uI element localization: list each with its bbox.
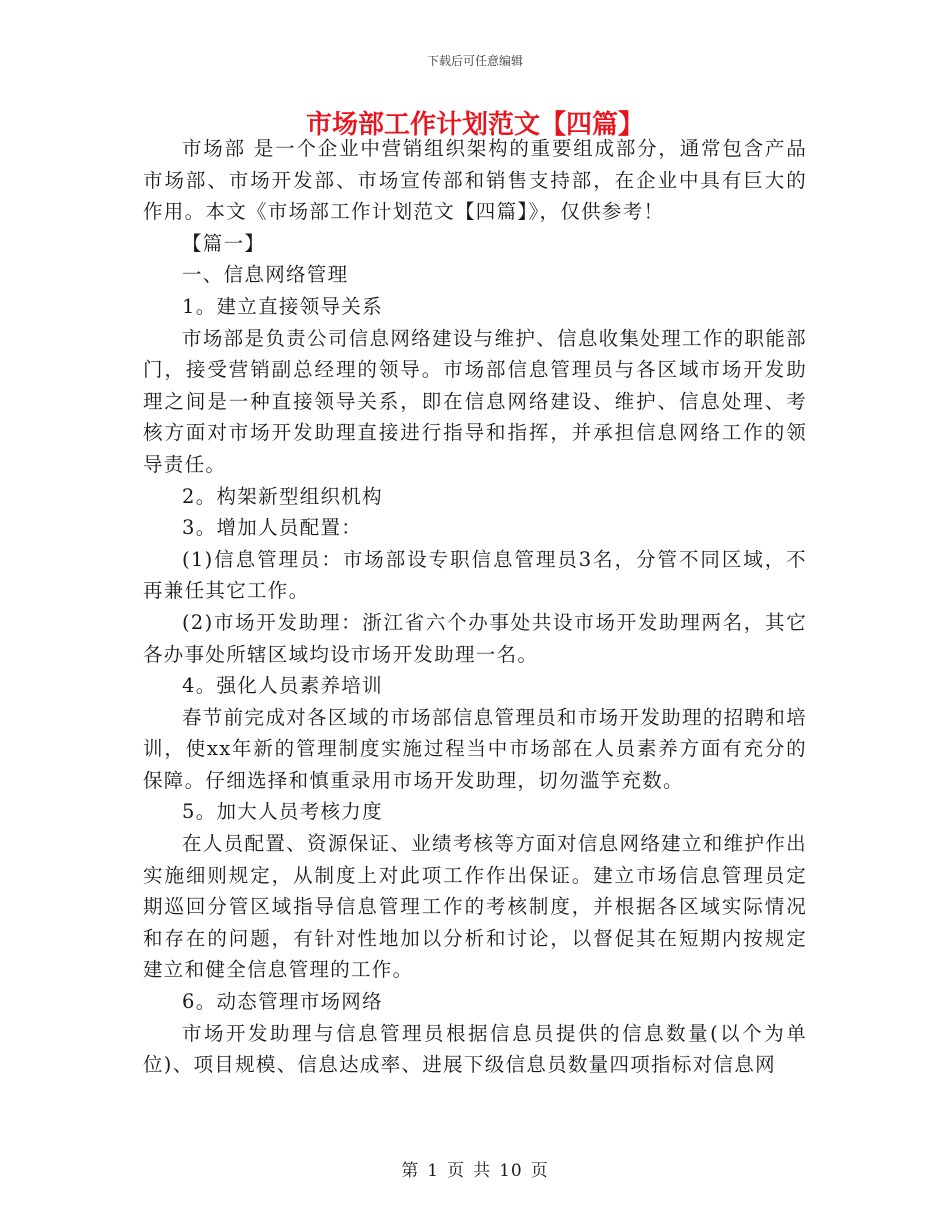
page-header: 下载后可任意编辑 xyxy=(426,54,523,68)
page-number: 1 xyxy=(427,1161,440,1181)
section-heading: 一、信息网络管理 xyxy=(182,263,349,287)
paragraph: 在人员配置、资源保证、业绩考核等方面对信息网络建立和维护作出实施细则规定，从制度上对此项工作作出保证。建立市场信息管理员定期巡回分管区域指导信息管理工作的考核制度，并根据各区域实际情况和存在的问题，有针对性地加以分析和讨论，以督促其在短期内按规定建立和健全信息管理的工作。 xyxy=(143,832,807,982)
paragraph: 市场开发助理与信息管理员根据信息员提供的信息数量(以个为单位)、项目规模、信息达成率、进展下级信息员数量四项指标对信息网 xyxy=(143,1021,807,1077)
item-heading: 2。构架新型组织机构 xyxy=(182,484,383,508)
item-heading: 4。强化人员素养培训 xyxy=(182,674,383,698)
item-heading: 6。动态管理市场网络 xyxy=(182,990,383,1014)
footer-prefix: 第 xyxy=(401,1161,420,1181)
item-heading: 1。建立直接领导关系 xyxy=(182,294,383,318)
footer-mid: 页 xyxy=(447,1161,466,1181)
footer-suffix: 页 xyxy=(530,1161,549,1181)
page-total: 10 xyxy=(499,1161,523,1181)
document-title: 市场部工作计划范文【四篇】 xyxy=(305,110,644,140)
item-heading: 3。增加人员配置： xyxy=(182,516,363,540)
paragraph: 市场部是负责公司信息网络建设与维护、信息收集处理工作的职能部门，接受营销副总经理的领导。市场部信息管理员与各区域市场开发助理之间是一种直接领导关系，即在信息网络建设、维护、信息处理、考核方面对市场开发助理直接进行指导和指挥，并承担信息网络工作的领导责任。 xyxy=(143,326,807,476)
paragraph: (1)信息管理员：市场部设专职信息管理员3名，分管不同区域，不再兼任其它工作。 xyxy=(143,547,807,603)
paragraph: 春节前完成对各区域的市场部信息管理员和市场开发助理的招聘和培训，使xx年新的管理制度实施过程当中市场部在人员素养方面有充分的保障。仔细选择和慎重录用市场开发助理，切勿滥竽充数。 xyxy=(143,705,807,792)
paragraph: 市场部 是一个企业中营销组织架构的重要组成部分，通常包含产品市场部、市场开发部、市场宣传部和销售支持部，在企业中具有巨大的作用。本文《市场部工作计划范文【四篇】》，仅供参考！ xyxy=(143,137,807,224)
item-heading: 5。加大人员考核力度 xyxy=(182,800,383,824)
page-footer xyxy=(0,1156,950,1181)
document-body xyxy=(143,133,807,1081)
paragraph: (2)市场开发助理：浙江省六个办事处共设市场开发助理两名，其它各办事处所辖区域均设市场开发助理一名。 xyxy=(143,610,807,666)
section-heading: 【篇一】 xyxy=(182,231,266,255)
footer-total-prefix: 共 xyxy=(473,1161,492,1181)
